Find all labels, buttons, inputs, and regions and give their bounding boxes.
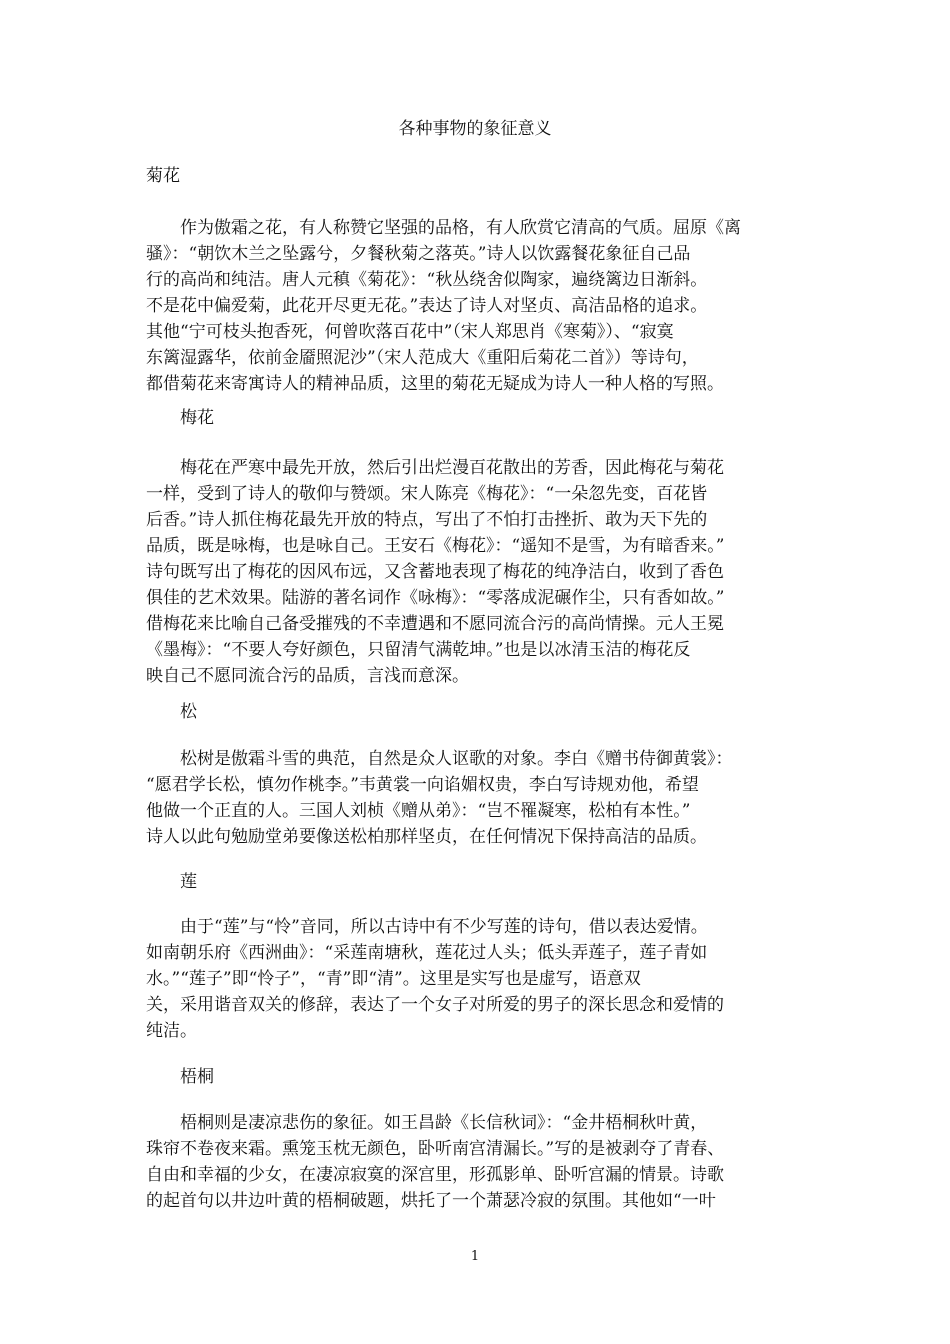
text-line: 梧桐则是凄凉悲伤的象征。如王昌龄《长信秋词》：“金井梧桐秋叶黄， — [180, 1113, 708, 1133]
section-heading-lotus: 莲 — [180, 872, 197, 892]
text-line: 品质，既是咏梅，也是咏自己。王安石《梅花》：“遥知不是雪，为有暗香来。” — [146, 536, 725, 556]
text-line: 自由和幸福的少女，在凄凉寂寞的深宫里，形孤影单、卧听宫漏的情景。诗歌 — [146, 1165, 724, 1185]
text-line: 水。”“莲子”即“怜子”，“青”即“清”。这里是实写也是虚写，语意双 — [146, 969, 641, 989]
section-body-phoenix-tree — [146, 1110, 808, 1214]
text-line: 作为傲霜之花，有人称赞它坚强的品格，有人欣赏它清高的气质。屈原《离 — [180, 218, 741, 238]
section-heading-pine: 松 — [180, 702, 197, 722]
text-line: 都借菊花来寄寓诗人的精神品质，这里的菊花无疑成为诗人一种人格的写照。 — [146, 374, 724, 394]
text-line: 行的高尚和纯洁。唐人元稹《菊花》：“秋丛绕舍似陶家，遍绕篱边日渐斜。 — [146, 270, 708, 290]
text-line: 他做一个正直的人。三国人刘桢《赠从弟》：“岂不罹凝寒，松柏有本性。” — [146, 801, 691, 821]
text-line: 关，采用谐音双关的修辞，表达了一个女子对所爱的男子的深长思念和爱情的 — [146, 995, 724, 1015]
section-body-plum-blossom — [146, 455, 808, 689]
text-line: 的起首句以井边叶黄的梧桐破题，烘托了一个萧瑟冷寂的氛围。其他如“一叶 — [146, 1191, 716, 1211]
text-line: “愿君学长松，慎勿作桃李。”韦黄裳一向谄媚权贵，李白写诗规劝他，希望 — [146, 775, 699, 795]
section-body-lotus — [146, 914, 808, 1044]
text-line: 由于“莲”与“怜”音同，所以古诗中有不少写莲的诗句，借以表达爱情。 — [180, 917, 708, 937]
text-line: 《墨梅》：“不要人夸好颜色，只留清气满乾坤。”也是以冰清玉洁的梅花反 — [146, 640, 691, 660]
text-line: 骚》：“朝饮木兰之坠露兮，夕餐秋菊之落英。”诗人以饮露餐花象征自己品 — [146, 244, 691, 264]
text-line: 不是花中偏爱菊，此花开尽更无花。”表达了诗人对坚贞、高洁品格的追求。 — [146, 296, 708, 316]
text-line: 梅花在严寒中最先开放，然后引出烂漫百花散出的芳香，因此梅花与菊花 — [180, 458, 724, 478]
section-body-chrysanthemum — [146, 215, 808, 397]
text-line: 纯洁。 — [146, 1021, 197, 1041]
text-line: 珠帘不卷夜来霜。熏笼玉枕无颜色，卧听南宫清漏长。”写的是被剥夺了青春、 — [146, 1139, 725, 1159]
section-heading-phoenix-tree: 梧桐 — [180, 1067, 214, 1087]
text-line: 松树是傲霜斗雪的典范，自然是众人讴歌的对象。李白《赠书侍御黄裳》： — [180, 749, 733, 769]
text-line: 其他“宁可枝头抱香死，何曾吹落百花中”（宋人郑思肖《寒菊》）、“寂寞 — [146, 322, 674, 342]
text-line: 如南朝乐府《西洲曲》：“采莲南塘秋，莲花过人头；低头弄莲子，莲子青如 — [146, 943, 708, 963]
text-line: 东篱湿露华，依前金靥照泥沙”（宋人范成大《重阳后菊花二首》）等诗句， — [146, 348, 699, 368]
text-line: 诗人以此句勉励堂弟要像送松柏那样坚贞，在任何情况下保持高洁的品质。 — [146, 827, 707, 847]
section-heading-plum-blossom: 梅花 — [180, 408, 214, 428]
page-number: 1 — [470, 1249, 480, 1264]
page-title: 各种事物的象征意义 — [398, 119, 552, 139]
text-line: 后香。”诗人抓住梅花最先开放的特点，写出了不怕打击挫折、敢为天下先的 — [146, 510, 708, 530]
text-line: 一样，受到了诗人的敬仰与赞颂。宋人陈亮《梅花》：“一朵忽先变，百花皆 — [146, 484, 708, 504]
text-line: 映自己不愿同流合污的品质，言浅而意深。 — [146, 666, 469, 686]
section-heading-chrysanthemum: 菊花 — [146, 166, 180, 186]
text-line: 借梅花来比喻自己备受摧残的不幸遭遇和不愿同流合污的高尚情操。元人王冕 — [146, 614, 724, 634]
section-body-pine — [146, 746, 808, 850]
text-line: 诗句既写出了梅花的因风布远，又含蓄地表现了梅花的纯净洁白，收到了香色 — [146, 562, 724, 582]
text-line: 俱佳的艺术效果。陆游的著名词作《咏梅》：“零落成泥碾作尘，只有香如故。” — [146, 588, 725, 608]
